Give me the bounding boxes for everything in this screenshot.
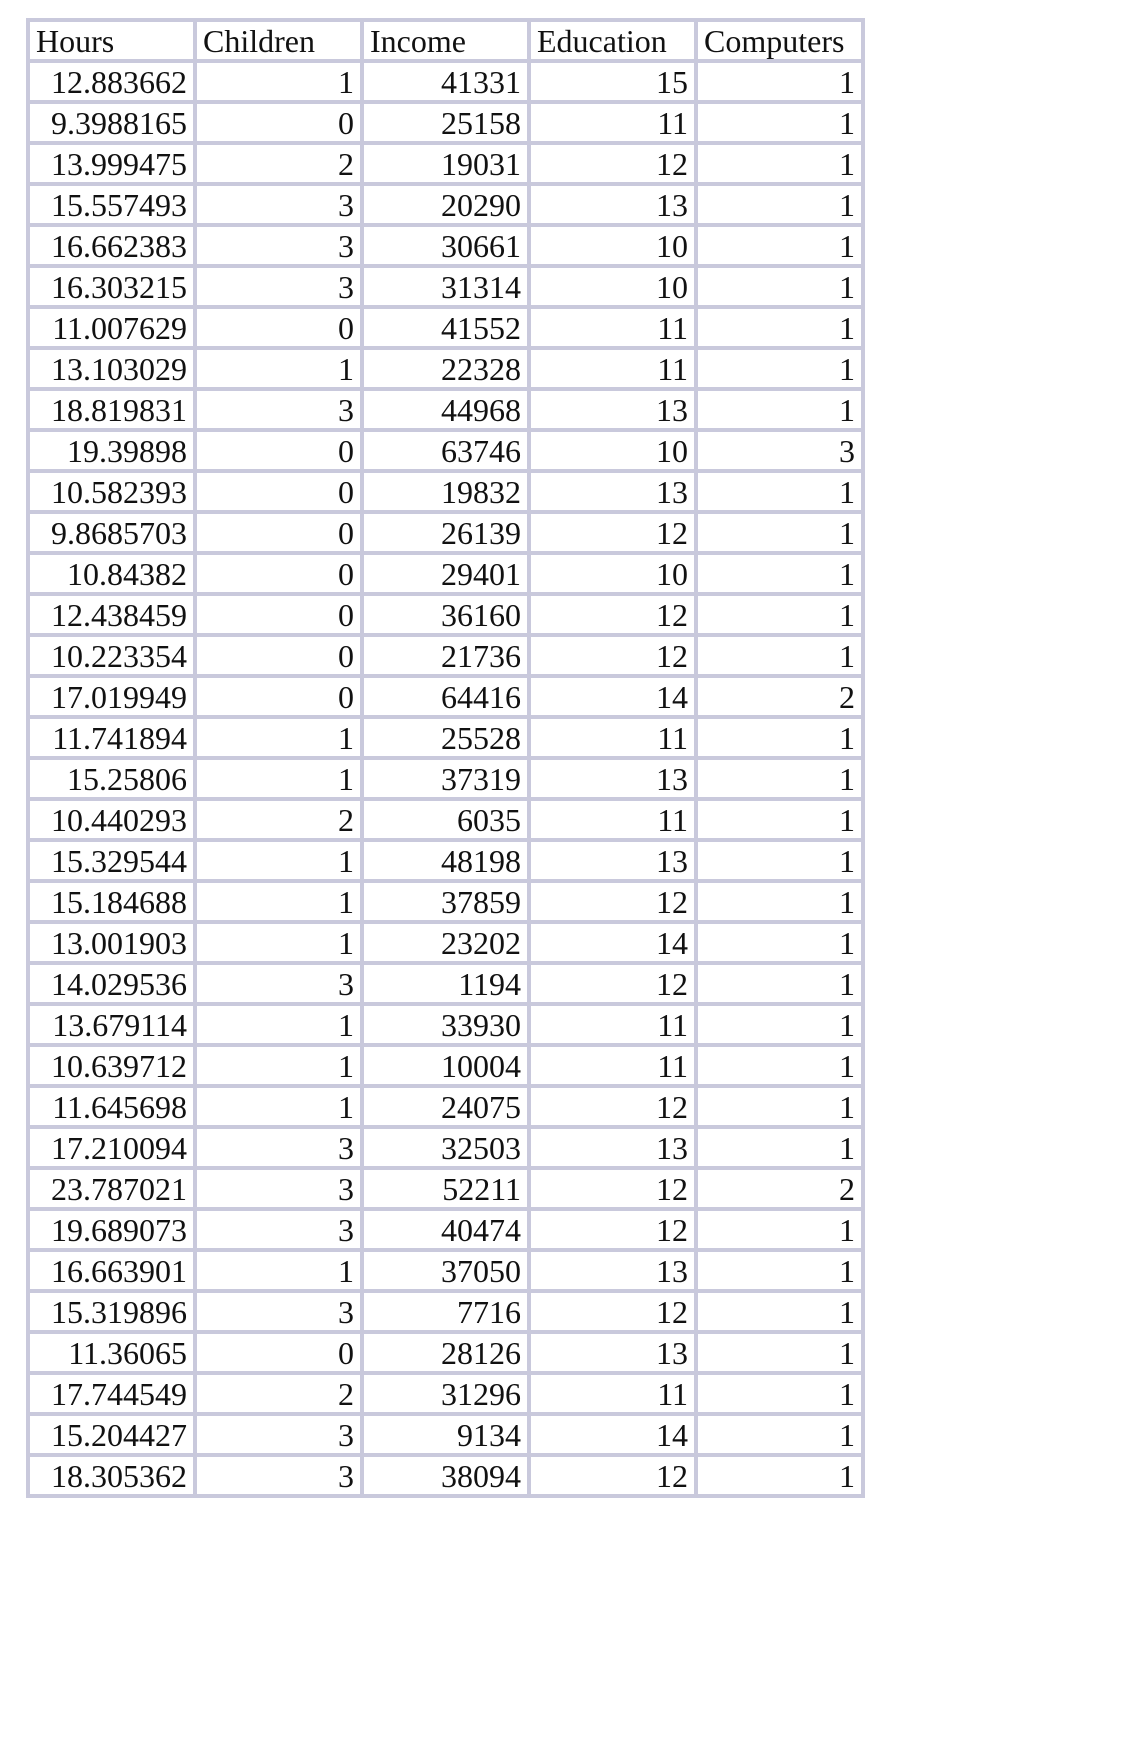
cell-income: 44968: [362, 389, 529, 430]
cell-hours: 11.007629: [28, 307, 195, 348]
cell-children: 3: [195, 1455, 362, 1496]
cell-children: 0: [195, 676, 362, 717]
cell-hours: 10.582393: [28, 471, 195, 512]
table-row: [28, 1332, 863, 1373]
cell-income: 6035: [362, 799, 529, 840]
table-row: [28, 1004, 863, 1045]
cell-children: 3: [195, 1168, 362, 1209]
cell-computers: 1: [696, 1455, 863, 1496]
cell-children: 3: [195, 266, 362, 307]
cell-income: 19031: [362, 143, 529, 184]
cell-computers: 1: [696, 553, 863, 594]
table-row: [28, 635, 863, 676]
table-row: [28, 61, 863, 102]
cell-hours: 17.744549: [28, 1373, 195, 1414]
cell-computers: 1: [696, 758, 863, 799]
cell-education: 14: [529, 1414, 696, 1455]
cell-education: 12: [529, 512, 696, 553]
table-row: [28, 1045, 863, 1086]
table-row: [28, 553, 863, 594]
cell-computers: 1: [696, 266, 863, 307]
cell-education: 15: [529, 61, 696, 102]
table-row: [28, 1455, 863, 1496]
cell-hours: 15.204427: [28, 1414, 195, 1455]
cell-income: 25528: [362, 717, 529, 758]
cell-education: 11: [529, 307, 696, 348]
cell-education: 13: [529, 1332, 696, 1373]
cell-hours: 15.329544: [28, 840, 195, 881]
table-row: [28, 963, 863, 1004]
cell-education: 13: [529, 1127, 696, 1168]
cell-hours: 15.557493: [28, 184, 195, 225]
cell-computers: 1: [696, 512, 863, 553]
cell-hours: 16.303215: [28, 266, 195, 307]
cell-income: 28126: [362, 1332, 529, 1373]
cell-children: 0: [195, 594, 362, 635]
cell-computers: 1: [696, 1045, 863, 1086]
cell-computers: 1: [696, 1291, 863, 1332]
cell-hours: 14.029536: [28, 963, 195, 1004]
cell-income: 52211: [362, 1168, 529, 1209]
cell-hours: 15.184688: [28, 881, 195, 922]
table-row: [28, 1168, 863, 1209]
header-row: [28, 20, 863, 61]
cell-hours: 19.689073: [28, 1209, 195, 1250]
cell-income: 25158: [362, 102, 529, 143]
table-row: [28, 471, 863, 512]
cell-children: 0: [195, 635, 362, 676]
cell-education: 10: [529, 266, 696, 307]
table-row: [28, 1414, 863, 1455]
cell-computers: 1: [696, 963, 863, 1004]
cell-hours: 13.001903: [28, 922, 195, 963]
table-row: [28, 840, 863, 881]
table-row: [28, 922, 863, 963]
cell-children: 1: [195, 1086, 362, 1127]
cell-computers: 3: [696, 430, 863, 471]
cell-education: 12: [529, 1209, 696, 1250]
cell-children: 1: [195, 1004, 362, 1045]
cell-computers: 1: [696, 225, 863, 266]
cell-income: 32503: [362, 1127, 529, 1168]
cell-computers: 2: [696, 1168, 863, 1209]
column-header-children: Children: [195, 20, 362, 61]
cell-income: 38094: [362, 1455, 529, 1496]
table-row: [28, 348, 863, 389]
cell-children: 3: [195, 1291, 362, 1332]
cell-hours: 17.019949: [28, 676, 195, 717]
cell-children: 1: [195, 1045, 362, 1086]
cell-computers: 2: [696, 676, 863, 717]
cell-education: 12: [529, 1455, 696, 1496]
cell-computers: 1: [696, 1373, 863, 1414]
cell-hours: 12.438459: [28, 594, 195, 635]
cell-income: 36160: [362, 594, 529, 635]
cell-computers: 1: [696, 1414, 863, 1455]
table-row: [28, 512, 863, 553]
cell-computers: 1: [696, 1127, 863, 1168]
cell-income: 24075: [362, 1086, 529, 1127]
cell-children: 0: [195, 471, 362, 512]
table-row: [28, 717, 863, 758]
cell-computers: 1: [696, 922, 863, 963]
cell-children: 3: [195, 963, 362, 1004]
table-body: [28, 61, 863, 1496]
cell-income: 40474: [362, 1209, 529, 1250]
cell-hours: 18.819831: [28, 389, 195, 430]
table-row: [28, 1127, 863, 1168]
cell-income: 37859: [362, 881, 529, 922]
cell-hours: 11.36065: [28, 1332, 195, 1373]
table-row: [28, 389, 863, 430]
cell-hours: 11.645698: [28, 1086, 195, 1127]
cell-income: 37319: [362, 758, 529, 799]
cell-computers: 1: [696, 635, 863, 676]
cell-children: 0: [195, 1332, 362, 1373]
cell-education: 10: [529, 553, 696, 594]
cell-children: 3: [195, 1127, 362, 1168]
cell-education: 12: [529, 1086, 696, 1127]
cell-computers: 1: [696, 307, 863, 348]
cell-education: 14: [529, 922, 696, 963]
cell-income: 64416: [362, 676, 529, 717]
cell-hours: 9.8685703: [28, 512, 195, 553]
cell-income: 23202: [362, 922, 529, 963]
cell-computers: 1: [696, 717, 863, 758]
cell-income: 37050: [362, 1250, 529, 1291]
cell-hours: 9.3988165: [28, 102, 195, 143]
table-row: [28, 430, 863, 471]
cell-income: 22328: [362, 348, 529, 389]
cell-education: 11: [529, 717, 696, 758]
cell-children: 2: [195, 799, 362, 840]
cell-education: 13: [529, 471, 696, 512]
cell-education: 13: [529, 184, 696, 225]
cell-computers: 1: [696, 799, 863, 840]
table-row: [28, 676, 863, 717]
data-table-container: [26, 18, 865, 1498]
cell-computers: 1: [696, 143, 863, 184]
cell-children: 1: [195, 881, 362, 922]
cell-income: 31314: [362, 266, 529, 307]
cell-hours: 11.741894: [28, 717, 195, 758]
cell-hours: 10.84382: [28, 553, 195, 594]
cell-hours: 10.639712: [28, 1045, 195, 1086]
cell-children: 3: [195, 1209, 362, 1250]
cell-children: 0: [195, 553, 362, 594]
table-row: [28, 307, 863, 348]
cell-children: 0: [195, 512, 362, 553]
cell-income: 41552: [362, 307, 529, 348]
cell-computers: 1: [696, 184, 863, 225]
cell-computers: 1: [696, 61, 863, 102]
cell-education: 14: [529, 676, 696, 717]
table-row: [28, 1291, 863, 1332]
cell-income: 1194: [362, 963, 529, 1004]
cell-income: 48198: [362, 840, 529, 881]
table-row: [28, 143, 863, 184]
cell-children: 1: [195, 348, 362, 389]
cell-income: 31296: [362, 1373, 529, 1414]
cell-computers: 1: [696, 1004, 863, 1045]
cell-income: 20290: [362, 184, 529, 225]
cell-children: 3: [195, 184, 362, 225]
cell-hours: 10.440293: [28, 799, 195, 840]
table-row: [28, 1373, 863, 1414]
cell-children: 1: [195, 717, 362, 758]
cell-income: 26139: [362, 512, 529, 553]
column-header-computers: Computers: [696, 20, 863, 61]
table-row: [28, 1250, 863, 1291]
column-header-education: Education: [529, 20, 696, 61]
cell-hours: 13.999475: [28, 143, 195, 184]
cell-income: 19832: [362, 471, 529, 512]
cell-children: 1: [195, 840, 362, 881]
cell-hours: 18.305362: [28, 1455, 195, 1496]
data-table: [26, 18, 865, 1498]
cell-education: 11: [529, 348, 696, 389]
cell-children: 1: [195, 61, 362, 102]
cell-hours: 15.319896: [28, 1291, 195, 1332]
table-row: [28, 881, 863, 922]
cell-education: 11: [529, 1004, 696, 1045]
cell-hours: 13.103029: [28, 348, 195, 389]
cell-education: 12: [529, 1168, 696, 1209]
cell-hours: 16.662383: [28, 225, 195, 266]
cell-hours: 10.223354: [28, 635, 195, 676]
cell-children: 2: [195, 1373, 362, 1414]
cell-income: 30661: [362, 225, 529, 266]
cell-children: 0: [195, 307, 362, 348]
cell-children: 3: [195, 389, 362, 430]
table-row: [28, 799, 863, 840]
cell-education: 13: [529, 389, 696, 430]
cell-computers: 1: [696, 881, 863, 922]
cell-hours: 17.210094: [28, 1127, 195, 1168]
cell-hours: 13.679114: [28, 1004, 195, 1045]
cell-income: 29401: [362, 553, 529, 594]
cell-children: 1: [195, 758, 362, 799]
table-row: [28, 225, 863, 266]
cell-education: 11: [529, 799, 696, 840]
cell-education: 11: [529, 102, 696, 143]
cell-education: 13: [529, 758, 696, 799]
cell-income: 9134: [362, 1414, 529, 1455]
table-row: [28, 266, 863, 307]
cell-education: 12: [529, 143, 696, 184]
cell-hours: 15.25806: [28, 758, 195, 799]
cell-computers: 1: [696, 102, 863, 143]
cell-computers: 1: [696, 1209, 863, 1250]
cell-children: 1: [195, 922, 362, 963]
cell-income: 33930: [362, 1004, 529, 1045]
cell-computers: 1: [696, 840, 863, 881]
cell-children: 3: [195, 225, 362, 266]
column-header-income: Income: [362, 20, 529, 61]
cell-children: 2: [195, 143, 362, 184]
cell-hours: 16.663901: [28, 1250, 195, 1291]
cell-income: 7716: [362, 1291, 529, 1332]
table-row: [28, 1086, 863, 1127]
cell-hours: 12.883662: [28, 61, 195, 102]
cell-education: 10: [529, 430, 696, 471]
cell-income: 21736: [362, 635, 529, 676]
cell-education: 12: [529, 963, 696, 1004]
table-row: [28, 1209, 863, 1250]
cell-computers: 1: [696, 1086, 863, 1127]
cell-children: 1: [195, 1250, 362, 1291]
cell-education: 13: [529, 1250, 696, 1291]
cell-computers: 1: [696, 471, 863, 512]
cell-education: 10: [529, 225, 696, 266]
cell-education: 12: [529, 1291, 696, 1332]
cell-computers: 1: [696, 1332, 863, 1373]
cell-income: 41331: [362, 61, 529, 102]
cell-education: 13: [529, 840, 696, 881]
table-row: [28, 184, 863, 225]
cell-education: 11: [529, 1373, 696, 1414]
table-row: [28, 102, 863, 143]
table-row: [28, 758, 863, 799]
cell-children: 3: [195, 1414, 362, 1455]
cell-children: 0: [195, 102, 362, 143]
cell-hours: 23.787021: [28, 1168, 195, 1209]
cell-computers: 1: [696, 1250, 863, 1291]
cell-education: 12: [529, 635, 696, 676]
cell-hours: 19.39898: [28, 430, 195, 471]
table-row: [28, 594, 863, 635]
column-header-hours: Hours: [28, 20, 195, 61]
cell-computers: 1: [696, 348, 863, 389]
cell-education: 12: [529, 881, 696, 922]
cell-computers: 1: [696, 389, 863, 430]
cell-education: 12: [529, 594, 696, 635]
cell-income: 63746: [362, 430, 529, 471]
cell-education: 11: [529, 1045, 696, 1086]
cell-income: 10004: [362, 1045, 529, 1086]
cell-computers: 1: [696, 594, 863, 635]
cell-children: 0: [195, 430, 362, 471]
